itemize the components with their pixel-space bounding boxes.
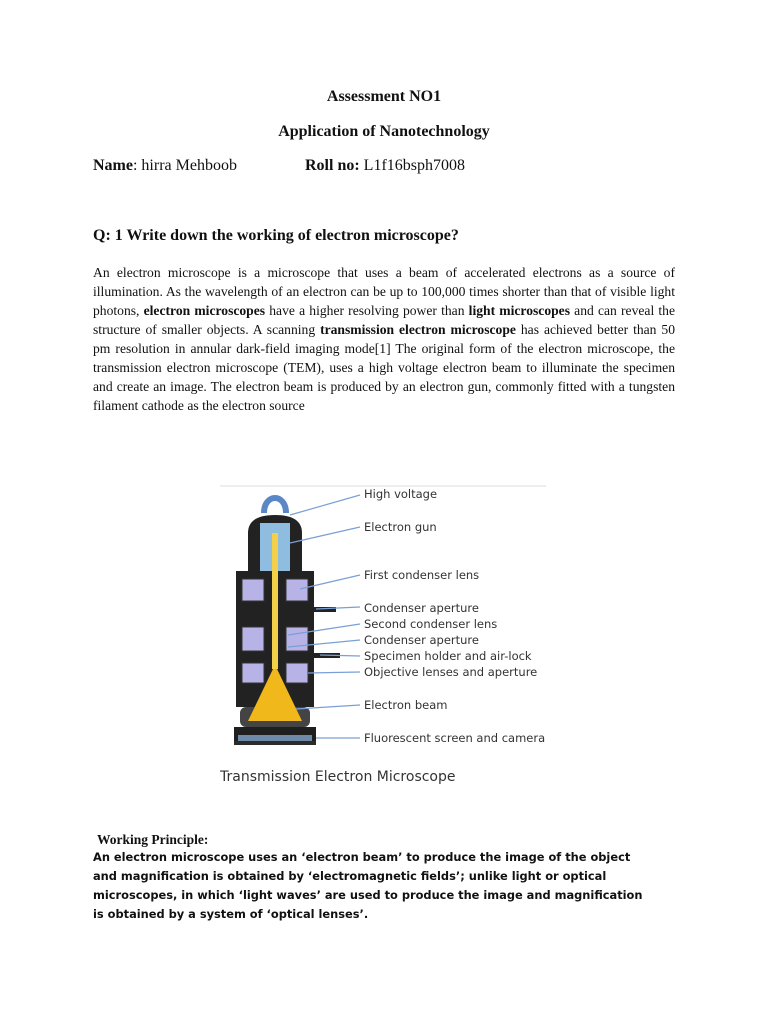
label-condenser-aperture-1: Condenser aperture: [364, 601, 479, 615]
name-value: : hirra Mehboob: [132, 157, 237, 174]
screen-plate: [234, 741, 316, 745]
working-principle-body: An electron microscope uses an ‘electron beam’ to produce the image of the object and magnification is obtained by ‘electromagnetic fields’; unlike light or optical microscopes, in which ‘light waves’ are used to produce the image and magnification is obtained by a system of ‘optical lenses’.: [93, 850, 643, 921]
high-voltage-cable: [264, 498, 286, 513]
roll-label: Roll no:: [305, 157, 360, 174]
tem-diagram-svg: [220, 483, 550, 793]
para-text-4: has achieved better than 50 pm resolution in annular dark-field imaging mode[1] The original form of the electron microscope, the transmission electron microscope (TEM), uses a high voltage electron beam to illuminate the specimen and create an image. The electron beam is produced by an electron gun, commonly fitted with a tungsten filament cathode as the electron source: [93, 322, 676, 413]
student-name: [93, 157, 237, 175]
first-condenser-lens-right: [286, 579, 308, 601]
course-title: Application of Nanotechnology: [278, 123, 490, 140]
answer-paragraph: [93, 263, 675, 415]
para-text-3: and can reveal the structure of smaller objects. A scanning: [93, 303, 675, 337]
electron-beam-upper: [272, 533, 278, 669]
para-text-2: have a higher resolving power than: [265, 303, 469, 318]
roll-value: L1f16bsph7008: [359, 157, 465, 174]
question-heading: Q: 1 Write down the working of electron microscope?: [93, 227, 459, 244]
label-objective-lenses: Objective lenses and aperture: [364, 665, 538, 679]
para-bold-2: light microscopes: [468, 303, 571, 318]
first-condenser-lens-left: [242, 579, 264, 601]
second-condenser-lens-left: [242, 627, 264, 651]
para-bold-1: electron microscopes: [143, 303, 266, 318]
label-high-voltage: High voltage: [364, 487, 438, 501]
label-electron-beam: Electron beam: [364, 698, 448, 712]
fluorescent-screen: [238, 735, 312, 741]
working-principle-title: Working Principle:: [97, 832, 209, 847]
figure-caption: Transmission Electron Microscope: [220, 769, 456, 785]
objective-lens-left: [242, 663, 264, 683]
label-specimen-holder: Specimen holder and air-lock: [364, 649, 532, 663]
para-bold-3: transmission electron microscope: [320, 322, 516, 337]
name-label: Name: [93, 157, 133, 174]
objective-lens-right: [286, 663, 308, 683]
label-second-condenser-lens: Second condenser lens: [364, 617, 498, 631]
roll-number: [305, 157, 465, 175]
label-electron-gun: Electron gun: [364, 520, 437, 534]
assessment-title: Assessment NO1: [326, 88, 442, 105]
tem-diagram: [220, 483, 550, 793]
label-fluorescent-screen: Fluorescent screen and camera: [364, 731, 546, 745]
label-condenser-aperture-2: Condenser aperture: [364, 633, 479, 647]
label-first-condenser-lens: First condenser lens: [364, 568, 480, 582]
para-text-1: An electron microscope is a microscope that uses a beam of accelerated electrons as a source of illumination. As the wavelength of an electron can be up to 100,000 times shorter than that of visible light photons,: [93, 265, 675, 318]
